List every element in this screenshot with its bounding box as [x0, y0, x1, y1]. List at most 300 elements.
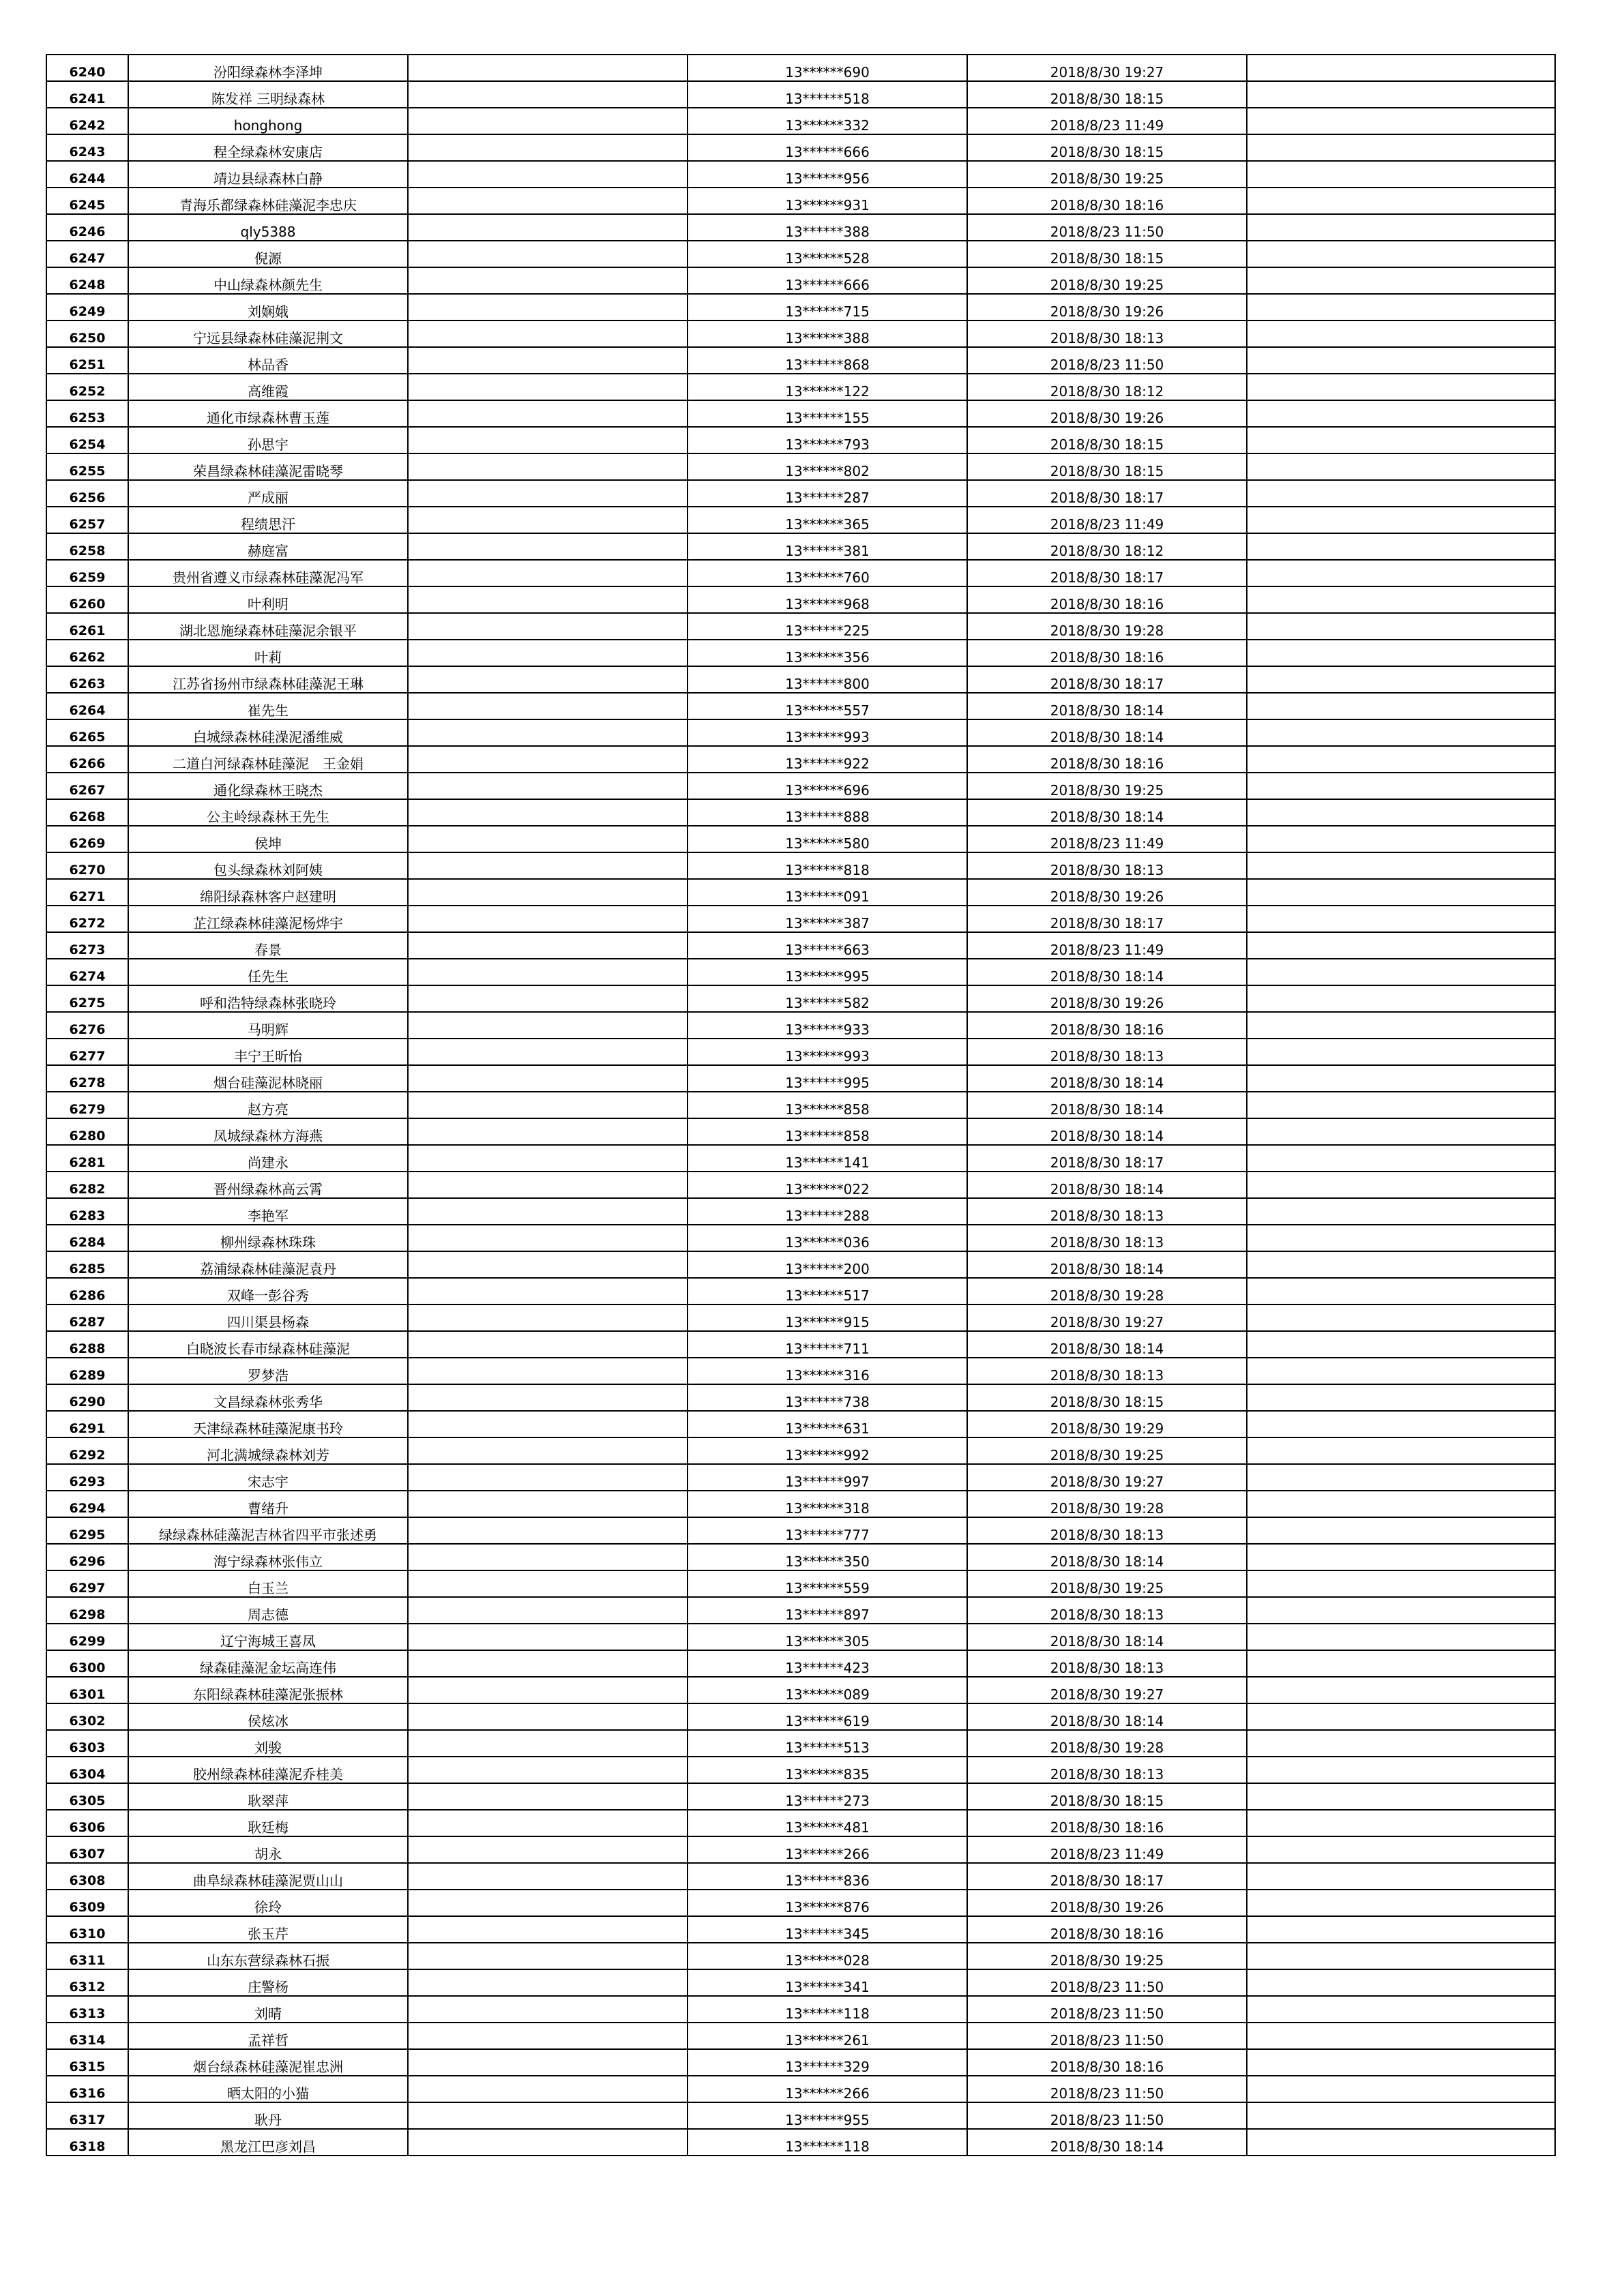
table-row [46, 1491, 1555, 1517]
table-row [46, 108, 1555, 134]
row-phone-cell: 13******122 [688, 374, 967, 400]
row-empty-cell [1247, 1251, 1555, 1278]
row-name-cell: 侯坤 [128, 826, 408, 852]
table-row [46, 1278, 1555, 1304]
table-row [46, 1570, 1555, 1597]
table-row [46, 1198, 1555, 1225]
row-time-cell: 2018/8/30 19:29 [967, 1411, 1247, 1437]
row-empty-cell [1247, 666, 1555, 693]
row-id-cell: 6287 [46, 1304, 128, 1331]
row-name-cell: 孙思宇 [128, 427, 408, 453]
row-empty-cell [408, 1039, 688, 1065]
row-id-cell: 6281 [46, 1145, 128, 1172]
row-name-cell: 公主岭绿森林王先生 [128, 799, 408, 826]
row-empty-cell [1247, 1650, 1555, 1677]
row-phone-cell: 13******793 [688, 427, 967, 453]
row-name-cell: 耿翠萍 [128, 1783, 408, 1810]
table-row [46, 2076, 1555, 2102]
row-empty-cell [1247, 374, 1555, 400]
table-row [46, 1996, 1555, 2023]
row-empty-cell [1247, 719, 1555, 746]
table-row [46, 1650, 1555, 1677]
table-row [46, 1358, 1555, 1384]
row-time-cell: 2018/8/30 18:15 [967, 81, 1247, 108]
table-row [46, 1092, 1555, 1118]
row-empty-cell [1247, 533, 1555, 560]
row-name-cell: 严成丽 [128, 480, 408, 507]
row-id-cell: 6253 [46, 400, 128, 427]
table-row [46, 188, 1555, 214]
row-phone-cell: 13******760 [688, 560, 967, 586]
row-empty-cell [408, 320, 688, 347]
table-row [46, 1730, 1555, 1757]
row-empty-cell [1247, 985, 1555, 1012]
row-id-cell: 6259 [46, 560, 128, 586]
table-row [46, 1703, 1555, 1730]
table-row [46, 1517, 1555, 1544]
row-empty-cell [408, 1517, 688, 1544]
row-id-cell: 6280 [46, 1118, 128, 1145]
row-empty-cell [1247, 1890, 1555, 1916]
row-id-cell: 6241 [46, 81, 128, 108]
row-phone-cell: 13******341 [688, 1969, 967, 1996]
row-phone-cell: 13******711 [688, 1331, 967, 1358]
row-id-cell: 6284 [46, 1225, 128, 1251]
table-row [46, 2023, 1555, 2049]
row-empty-cell [1247, 161, 1555, 188]
table-row [46, 427, 1555, 453]
table-row [46, 959, 1555, 985]
row-name-cell: 绵阳绿森林客户赵建明 [128, 879, 408, 906]
row-empty-cell [408, 1677, 688, 1703]
table-row [46, 985, 1555, 1012]
row-empty-cell [1247, 108, 1555, 134]
row-empty-cell [1247, 55, 1555, 81]
row-empty-cell [1247, 1996, 1555, 2023]
row-empty-cell [1247, 1810, 1555, 1836]
row-empty-cell [1247, 1597, 1555, 1624]
row-phone-cell: 13******868 [688, 347, 967, 374]
row-time-cell: 2018/8/23 11:50 [967, 1996, 1247, 2023]
row-phone-cell: 13******423 [688, 1650, 967, 1677]
row-name-cell: 宁远县绿森林硅藻泥荆文 [128, 320, 408, 347]
table-row [46, 320, 1555, 347]
row-name-cell: 曲阜绿森林硅藻泥贾山山 [128, 1863, 408, 1890]
row-empty-cell [408, 1996, 688, 2023]
table-row [46, 746, 1555, 773]
row-empty-cell [408, 586, 688, 613]
row-name-cell: 四川渠县杨森 [128, 1304, 408, 1331]
row-name-cell: 张玉芹 [128, 1916, 408, 1943]
table-row [46, 1331, 1555, 1358]
row-phone-cell: 13******089 [688, 1677, 967, 1703]
row-empty-cell [1247, 1836, 1555, 1863]
row-empty-cell [408, 108, 688, 134]
row-name-cell: 黑龙江巴彦刘昌 [128, 2129, 408, 2156]
row-id-cell: 6292 [46, 1437, 128, 1464]
row-time-cell: 2018/8/30 19:25 [967, 773, 1247, 799]
table-row [46, 161, 1555, 188]
row-empty-cell [408, 719, 688, 746]
row-empty-cell [408, 1251, 688, 1278]
row-name-cell: 胡永 [128, 1836, 408, 1863]
row-id-cell: 6311 [46, 1943, 128, 1969]
row-phone-cell: 13******345 [688, 1916, 967, 1943]
row-time-cell: 2018/8/30 19:26 [967, 879, 1247, 906]
row-empty-cell [1247, 1916, 1555, 1943]
row-empty-cell [408, 241, 688, 267]
row-phone-cell: 13******381 [688, 533, 967, 560]
row-empty-cell [408, 2023, 688, 2049]
row-empty-cell [1247, 241, 1555, 267]
row-empty-cell [408, 852, 688, 879]
row-empty-cell [1247, 2102, 1555, 2129]
row-empty-cell [1247, 852, 1555, 879]
row-time-cell: 2018/8/30 18:15 [967, 241, 1247, 267]
row-name-cell: 耿廷梅 [128, 1810, 408, 1836]
table-row [46, 1624, 1555, 1650]
row-name-cell: 荔浦绿森林硅藻泥袁丹 [128, 1251, 408, 1278]
row-empty-cell [1247, 188, 1555, 214]
row-phone-cell: 13******200 [688, 1251, 967, 1278]
row-time-cell: 2018/8/23 11:50 [967, 2023, 1247, 2049]
row-empty-cell [408, 1836, 688, 1863]
row-empty-cell [408, 294, 688, 320]
row-id-cell: 6269 [46, 826, 128, 852]
row-empty-cell [408, 2076, 688, 2102]
row-name-cell: 倪源 [128, 241, 408, 267]
row-time-cell: 2018/8/30 18:13 [967, 1225, 1247, 1251]
row-time-cell: 2018/8/30 19:25 [967, 1943, 1247, 1969]
row-empty-cell [1247, 1118, 1555, 1145]
table-row [46, 1464, 1555, 1491]
row-id-cell: 6299 [46, 1624, 128, 1650]
row-time-cell: 2018/8/23 11:49 [967, 932, 1247, 959]
row-name-cell: 烟台硅藻泥林晓丽 [128, 1065, 408, 1092]
table-row [46, 613, 1555, 640]
row-empty-cell [408, 507, 688, 533]
row-empty-cell [1247, 267, 1555, 294]
row-empty-cell [408, 1570, 688, 1597]
row-phone-cell: 13******481 [688, 1810, 967, 1836]
row-name-cell: 文昌绿森林张秀华 [128, 1384, 408, 1411]
table-row [46, 1544, 1555, 1570]
row-phone-cell: 13******118 [688, 1996, 967, 2023]
row-name-cell: 徐玲 [128, 1890, 408, 1916]
row-id-cell: 6307 [46, 1836, 128, 1863]
row-empty-cell [408, 1757, 688, 1783]
row-id-cell: 6276 [46, 1012, 128, 1039]
row-phone-cell: 13******580 [688, 826, 967, 852]
row-phone-cell: 13******715 [688, 294, 967, 320]
row-name-cell: 凤城绿森林方海燕 [128, 1118, 408, 1145]
row-id-cell: 6294 [46, 1491, 128, 1517]
row-time-cell: 2018/8/30 18:15 [967, 1783, 1247, 1810]
row-empty-cell [408, 932, 688, 959]
row-id-cell: 6260 [46, 586, 128, 613]
row-name-cell: 尚建永 [128, 1145, 408, 1172]
row-empty-cell [1247, 1092, 1555, 1118]
row-name-cell: 丰宁王昕怡 [128, 1039, 408, 1065]
row-empty-cell [408, 1172, 688, 1198]
row-phone-cell: 13******141 [688, 1145, 967, 1172]
row-time-cell: 2018/8/30 18:14 [967, 1703, 1247, 1730]
row-phone-cell: 13******225 [688, 613, 967, 640]
row-name-cell: 中山绿森林颜先生 [128, 267, 408, 294]
row-time-cell: 2018/8/30 19:25 [967, 1437, 1247, 1464]
row-empty-cell [1247, 1464, 1555, 1491]
row-empty-cell [1247, 1863, 1555, 1890]
row-time-cell: 2018/8/30 18:16 [967, 1012, 1247, 1039]
row-id-cell: 6304 [46, 1757, 128, 1783]
row-empty-cell [1247, 1544, 1555, 1570]
row-phone-cell: 13******631 [688, 1411, 967, 1437]
table-row [46, 560, 1555, 586]
row-time-cell: 2018/8/30 19:27 [967, 55, 1247, 81]
row-empty-cell [1247, 1570, 1555, 1597]
row-phone-cell: 13******388 [688, 214, 967, 241]
row-empty-cell [1247, 1358, 1555, 1384]
row-name-cell: 李艳军 [128, 1198, 408, 1225]
row-phone-cell: 13******118 [688, 2129, 967, 2156]
row-empty-cell [408, 1065, 688, 1092]
table-row [46, 1411, 1555, 1437]
row-empty-cell [1247, 1677, 1555, 1703]
row-id-cell: 6315 [46, 2049, 128, 2076]
row-name-cell: 汾阳绿森林李泽坤 [128, 55, 408, 81]
row-empty-cell [408, 746, 688, 773]
row-empty-cell [1247, 1624, 1555, 1650]
table-row [46, 1012, 1555, 1039]
row-id-cell: 6279 [46, 1092, 128, 1118]
row-empty-cell [408, 1703, 688, 1730]
row-time-cell: 2018/8/30 19:27 [967, 1304, 1247, 1331]
row-id-cell: 6309 [46, 1890, 128, 1916]
row-id-cell: 6302 [46, 1703, 128, 1730]
row-empty-cell [408, 1943, 688, 1969]
row-phone-cell: 13******968 [688, 586, 967, 613]
row-name-cell: 马明辉 [128, 1012, 408, 1039]
row-phone-cell: 13******666 [688, 134, 967, 161]
row-empty-cell [408, 773, 688, 799]
row-empty-cell [1247, 613, 1555, 640]
row-id-cell: 6243 [46, 134, 128, 161]
row-phone-cell: 13******022 [688, 1172, 967, 1198]
row-time-cell: 2018/8/30 19:28 [967, 1730, 1247, 1757]
table-row [46, 214, 1555, 241]
row-time-cell: 2018/8/30 18:17 [967, 1145, 1247, 1172]
row-name-cell: 天津绿森林硅藻泥康书玲 [128, 1411, 408, 1437]
row-name-cell: 青海乐都绿森林硅藻泥李忠庆 [128, 188, 408, 214]
table-row [46, 1677, 1555, 1703]
row-phone-cell: 13******356 [688, 640, 967, 666]
row-id-cell: 6265 [46, 719, 128, 746]
table-row [46, 1597, 1555, 1624]
row-empty-cell [408, 613, 688, 640]
table-row [46, 719, 1555, 746]
table-row [46, 1172, 1555, 1198]
row-phone-cell: 13******091 [688, 879, 967, 906]
row-time-cell: 2018/8/30 19:26 [967, 985, 1247, 1012]
row-name-cell: honghong [128, 108, 408, 134]
row-time-cell: 2018/8/30 18:13 [967, 1650, 1247, 1677]
row-empty-cell [1247, 586, 1555, 613]
row-time-cell: 2018/8/23 11:49 [967, 108, 1247, 134]
row-time-cell: 2018/8/30 18:16 [967, 1916, 1247, 1943]
row-phone-cell: 13******858 [688, 1092, 967, 1118]
row-name-cell: 曹绪升 [128, 1491, 408, 1517]
row-empty-cell [408, 2049, 688, 2076]
row-id-cell: 6295 [46, 1517, 128, 1544]
row-phone-cell: 13******332 [688, 108, 967, 134]
row-name-cell: 荣昌绿森林硅藻泥雷晓琴 [128, 453, 408, 480]
table-row [46, 1145, 1555, 1172]
row-phone-cell: 13******316 [688, 1358, 967, 1384]
row-phone-cell: 13******559 [688, 1570, 967, 1597]
row-id-cell: 6317 [46, 2102, 128, 2129]
row-id-cell: 6318 [46, 2129, 128, 2156]
row-id-cell: 6256 [46, 480, 128, 507]
table-row [46, 294, 1555, 320]
row-id-cell: 6314 [46, 2023, 128, 2049]
row-id-cell: 6268 [46, 799, 128, 826]
row-name-cell: qly5388 [128, 214, 408, 241]
row-phone-cell: 13******955 [688, 2102, 967, 2129]
row-name-cell: 程绩思汗 [128, 507, 408, 533]
row-name-cell: 二道白河绿森林硅藻泥 王金娟 [128, 746, 408, 773]
row-empty-cell [1247, 480, 1555, 507]
row-name-cell: 白城绿森林硅澡泥潘维威 [128, 719, 408, 746]
row-time-cell: 2018/8/30 18:14 [967, 1624, 1247, 1650]
row-phone-cell: 13******557 [688, 693, 967, 719]
row-phone-cell: 13******897 [688, 1597, 967, 1624]
table-row [46, 2102, 1555, 2129]
row-empty-cell [408, 480, 688, 507]
row-id-cell: 6262 [46, 640, 128, 666]
row-empty-cell [1247, 1783, 1555, 1810]
row-empty-cell [408, 1597, 688, 1624]
row-time-cell: 2018/8/30 19:25 [967, 267, 1247, 294]
row-time-cell: 2018/8/30 18:16 [967, 188, 1247, 214]
row-empty-cell [408, 1092, 688, 1118]
row-phone-cell: 13******288 [688, 1198, 967, 1225]
row-time-cell: 2018/8/30 18:15 [967, 427, 1247, 453]
row-empty-cell [1247, 320, 1555, 347]
row-name-cell: 高维霞 [128, 374, 408, 400]
row-empty-cell [1247, 879, 1555, 906]
row-time-cell: 2018/8/30 18:12 [967, 533, 1247, 560]
row-empty-cell [408, 55, 688, 81]
table-row [46, 507, 1555, 533]
row-time-cell: 2018/8/30 18:16 [967, 1810, 1247, 1836]
row-id-cell: 6272 [46, 906, 128, 932]
row-name-cell: 江苏省扬州市绿森林硅藻泥王琳 [128, 666, 408, 693]
row-phone-cell: 13******876 [688, 1890, 967, 1916]
table-row [46, 1916, 1555, 1943]
row-name-cell: 晋州绿森林高云霄 [128, 1172, 408, 1198]
row-phone-cell: 13******995 [688, 959, 967, 985]
row-empty-cell [1247, 1039, 1555, 1065]
row-time-cell: 2018/8/30 19:28 [967, 1491, 1247, 1517]
row-time-cell: 2018/8/23 11:50 [967, 2102, 1247, 2129]
row-empty-cell [408, 161, 688, 188]
row-empty-cell [408, 1624, 688, 1650]
row-time-cell: 2018/8/30 18:13 [967, 1358, 1247, 1384]
row-empty-cell [408, 1890, 688, 1916]
row-empty-cell [1247, 906, 1555, 932]
row-id-cell: 6313 [46, 1996, 128, 2023]
table-row [46, 1757, 1555, 1783]
row-empty-cell [1247, 826, 1555, 852]
table-row [46, 1810, 1555, 1836]
row-empty-cell [408, 453, 688, 480]
table-row [46, 1863, 1555, 1890]
row-empty-cell [408, 1916, 688, 1943]
row-empty-cell [408, 2129, 688, 2156]
row-empty-cell [1247, 1969, 1555, 1996]
row-name-cell: 柳州绿森林珠珠 [128, 1225, 408, 1251]
row-id-cell: 6308 [46, 1863, 128, 1890]
row-phone-cell: 13******858 [688, 1118, 967, 1145]
row-name-cell: 绿森硅藻泥金坛高连伟 [128, 1650, 408, 1677]
row-phone-cell: 13******582 [688, 985, 967, 1012]
table-row [46, 2049, 1555, 2076]
row-id-cell: 6303 [46, 1730, 128, 1757]
row-name-cell: 春景 [128, 932, 408, 959]
row-name-cell: 通化市绿森林曹玉莲 [128, 400, 408, 427]
row-phone-cell: 13******922 [688, 746, 967, 773]
row-phone-cell: 13******387 [688, 906, 967, 932]
row-empty-cell [408, 906, 688, 932]
row-time-cell: 2018/8/30 19:27 [967, 1464, 1247, 1491]
row-name-cell: 晒太阳的小猫 [128, 2076, 408, 2102]
row-time-cell: 2018/8/30 18:14 [967, 1172, 1247, 1198]
row-name-cell: 刘骏 [128, 1730, 408, 1757]
row-name-cell: 林品香 [128, 347, 408, 374]
row-id-cell: 6263 [46, 666, 128, 693]
row-id-cell: 6278 [46, 1065, 128, 1092]
row-time-cell: 2018/8/30 18:15 [967, 1384, 1247, 1411]
row-empty-cell [1247, 1411, 1555, 1437]
row-empty-cell [408, 560, 688, 586]
row-id-cell: 6305 [46, 1783, 128, 1810]
row-name-cell: 胶州绿森林硅藻泥乔桂美 [128, 1757, 408, 1783]
table-row [46, 134, 1555, 161]
row-name-cell: 河北满城绿森林刘芳 [128, 1437, 408, 1464]
row-empty-cell [1247, 773, 1555, 799]
row-time-cell: 2018/8/30 18:13 [967, 1757, 1247, 1783]
row-phone-cell: 13******690 [688, 55, 967, 81]
table-row [46, 533, 1555, 560]
row-empty-cell [408, 1730, 688, 1757]
row-id-cell: 6297 [46, 1570, 128, 1597]
row-empty-cell [1247, 1278, 1555, 1304]
row-id-cell: 6247 [46, 241, 128, 267]
row-time-cell: 2018/8/30 19:28 [967, 1278, 1247, 1304]
row-phone-cell: 13******696 [688, 773, 967, 799]
table-row [46, 1118, 1555, 1145]
row-name-cell: 靖边县绿森林白静 [128, 161, 408, 188]
row-empty-cell [408, 1198, 688, 1225]
row-id-cell: 6249 [46, 294, 128, 320]
row-empty-cell [408, 533, 688, 560]
row-phone-cell: 13******261 [688, 2023, 967, 2049]
row-phone-cell: 13******266 [688, 2076, 967, 2102]
table-row [46, 1065, 1555, 1092]
table-row [46, 374, 1555, 400]
row-empty-cell [408, 1863, 688, 1890]
row-time-cell: 2018/8/30 19:26 [967, 400, 1247, 427]
